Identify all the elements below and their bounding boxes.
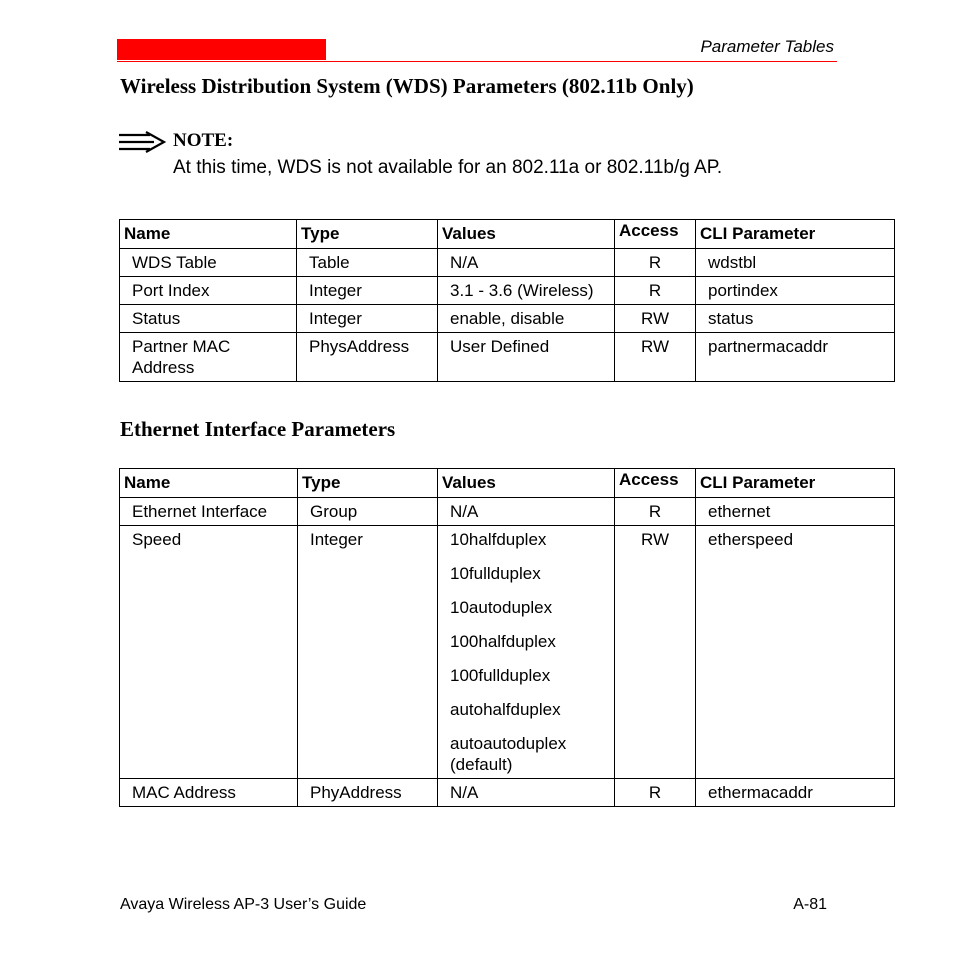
cell-cli: portindex (696, 277, 895, 305)
cell-values (438, 526, 615, 779)
cell-name: MAC Address (120, 779, 298, 807)
cell-cli: status (696, 305, 895, 333)
cell-name: Ethernet Interface (120, 498, 298, 526)
cell-name: Port Index (120, 277, 297, 305)
running-head: Parameter Tables (700, 37, 834, 56)
header-rule (117, 61, 837, 62)
table-row (120, 277, 895, 305)
cell-type: Integer (297, 305, 438, 333)
cell-values: N/A (438, 779, 615, 807)
cell-type: PhysAddress (297, 333, 438, 382)
cell-name: Speed (120, 526, 298, 779)
table-header-row (120, 220, 895, 249)
column-header-name: Name (120, 220, 297, 249)
value-option: 100halfduplex (450, 632, 556, 651)
cell-type: PhyAddress (298, 779, 438, 807)
column-header-name: Name (120, 469, 298, 498)
table-row (120, 526, 895, 779)
wds-parameters-table (119, 219, 895, 382)
cell-values: N/A (438, 498, 615, 526)
footer-page-number: A-81 (793, 896, 827, 913)
cell-type: Group (298, 498, 438, 526)
column-header-values: Values (438, 220, 615, 249)
cell-type: Table (297, 249, 438, 277)
table-row (120, 498, 895, 526)
cell-access: RW (615, 333, 696, 382)
cell-name: Status (120, 305, 297, 333)
wds-section-title: Wireless Distribution System (WDS) Parameters (802.11b Only) (120, 74, 694, 98)
cell-values: 3.1 - 3.6 (Wireless) (438, 277, 615, 305)
column-header-cli: CLI Parameter (696, 220, 895, 249)
cell-type: Integer (298, 526, 438, 779)
table-row (120, 249, 895, 277)
column-header-cli: CLI Parameter (696, 469, 895, 498)
cell-cli: ethernet (696, 498, 895, 526)
cell-name: Partner MAC Address (120, 333, 297, 382)
cell-values: User Defined (438, 333, 615, 382)
cell-values: enable, disable (438, 305, 615, 333)
cell-cli: wdstbl (696, 249, 895, 277)
header-red-bar (117, 39, 326, 60)
column-header-access: Access (615, 469, 696, 498)
cell-values: N/A (438, 249, 615, 277)
column-header-values: Values (438, 469, 615, 498)
table-row (120, 305, 895, 333)
value-option: 10halfduplex (450, 530, 547, 549)
cell-access: R (615, 249, 696, 277)
note-arrow-icon (118, 131, 166, 153)
footer-guide-title: Avaya Wireless AP-3 User’s Guide (120, 896, 367, 913)
column-header-type: Type (298, 469, 438, 498)
value-option: 100fullduplex (450, 666, 551, 685)
note-label: NOTE: (173, 130, 234, 151)
cell-name: WDS Table (120, 249, 297, 277)
note-text: At this time, WDS is not available for an 802.11a or 802.11b/g AP. (173, 157, 723, 178)
value-option: 10autoduplex (450, 598, 553, 617)
table-row (120, 779, 895, 807)
table-header-row (120, 469, 895, 498)
ethernet-section-title: Ethernet Interface Parameters (120, 417, 396, 441)
cell-type: Integer (297, 277, 438, 305)
table-row (120, 333, 895, 382)
value-option: autohalfduplex (450, 700, 561, 719)
cell-access: R (615, 498, 696, 526)
cell-access: R (615, 779, 696, 807)
cell-cli: etherspeed (696, 526, 895, 779)
cell-cli: partnermacaddr (696, 333, 895, 382)
cell-access: RW (615, 526, 696, 779)
cell-access: RW (615, 305, 696, 333)
column-header-type: Type (297, 220, 438, 249)
cell-cli: ethermacaddr (696, 779, 895, 807)
ethernet-parameters-table (119, 468, 895, 807)
value-option: autoautoduplex (default) (450, 734, 567, 774)
cell-access: R (615, 277, 696, 305)
column-header-access: Access (615, 220, 696, 249)
value-option: 10fullduplex (450, 564, 541, 583)
